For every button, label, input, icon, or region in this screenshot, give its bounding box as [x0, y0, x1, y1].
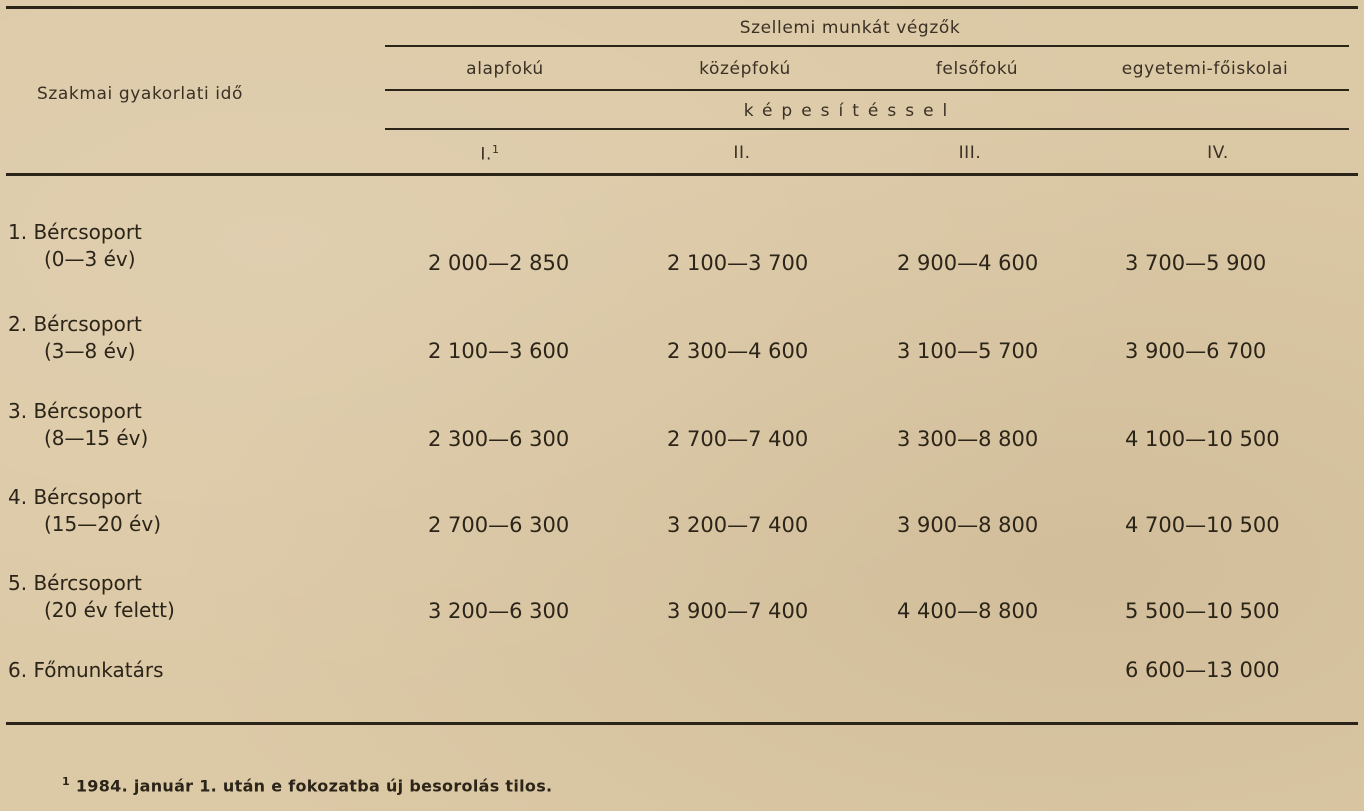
qualification-rule [385, 128, 1349, 130]
row-group-name: 2. Bércsoport [8, 312, 142, 336]
table-cell: 3 900—7 400 [667, 599, 809, 623]
footnote-mark: 1 [62, 775, 70, 788]
group-title: Szellemi munkát végzők [739, 18, 961, 38]
table-cell: 3 100—5 700 [897, 339, 1039, 363]
table-cell: 3 700—5 900 [1125, 251, 1267, 275]
row-group-name: 6. Főmunkatárs [8, 658, 164, 682]
table-cell: 4 100—10 500 [1125, 427, 1280, 451]
qualification-label: képesítéssel [743, 101, 957, 121]
table-cell: 2 900—4 600 [897, 251, 1039, 275]
row-group-name: 4. Bércsoport [8, 485, 142, 509]
row-header-label: Szakmai gyakorlati idő [37, 84, 244, 104]
table-row-label [8, 657, 164, 684]
table-bottom-rule [6, 722, 1358, 725]
row-range: (20 év felett) [44, 598, 175, 622]
category-header-ii: II. [733, 143, 751, 163]
table-cell: 2 300—6 300 [428, 427, 570, 451]
row-group-name: 3. Bércsoport [8, 399, 142, 423]
row-range: (15—20 év) [44, 512, 162, 536]
category-header-iii: III. [958, 143, 982, 163]
table-row-label [8, 570, 175, 624]
top-rule [6, 6, 1358, 9]
footnote [62, 775, 552, 795]
table-cell: 3 200—6 300 [428, 599, 570, 623]
table-row-label [8, 219, 142, 273]
row-range: (0—3 év) [44, 247, 136, 271]
levels-rule [385, 89, 1349, 91]
header-bottom-rule [6, 173, 1358, 176]
row-group-name: 5. Bércsoport [8, 571, 142, 595]
table-cell: 3 200—7 400 [667, 513, 809, 537]
row-group-name: 1. Bércsoport [8, 220, 142, 244]
row-range: (3—8 év) [44, 339, 136, 363]
table-cell: 2 100—3 700 [667, 251, 809, 275]
table-cell: 2 300—4 600 [667, 339, 809, 363]
table-cell: 4 700—10 500 [1125, 513, 1280, 537]
category-header-i: I.$^1$ [480, 143, 500, 165]
level-header-university: egyetemi-főiskolai [1121, 59, 1289, 79]
table-cell: 5 500—10 500 [1125, 599, 1280, 623]
table-cell: 3 900—8 800 [897, 513, 1039, 537]
level-header-basic: alapfokú [466, 59, 544, 79]
category-header-iv: IV. [1207, 143, 1229, 163]
table-cell: 2 700—6 300 [428, 513, 570, 537]
table-cell: 3 300—8 800 [897, 427, 1039, 451]
table-row-label [8, 484, 161, 538]
group-rule [385, 45, 1349, 47]
table-cell: 6 600—13 000 [1125, 658, 1280, 682]
level-header-higher: felsőfokú [935, 59, 1019, 79]
table-cell: 2 000—2 850 [428, 251, 570, 275]
table-cell: 2 100—3 600 [428, 339, 570, 363]
table-row-label [8, 311, 142, 365]
row-range: (8—15 év) [44, 426, 149, 450]
table-cell: 2 700—7 400 [667, 427, 809, 451]
table-row-label [8, 398, 148, 452]
table-cell: 4 400—8 800 [897, 599, 1039, 623]
table-cell: 3 900—6 700 [1125, 339, 1267, 363]
level-header-secondary: középfokú [699, 59, 791, 79]
footnote-text: 1984. január 1. után e fokozatba új besorolás tilos. [75, 776, 553, 796]
